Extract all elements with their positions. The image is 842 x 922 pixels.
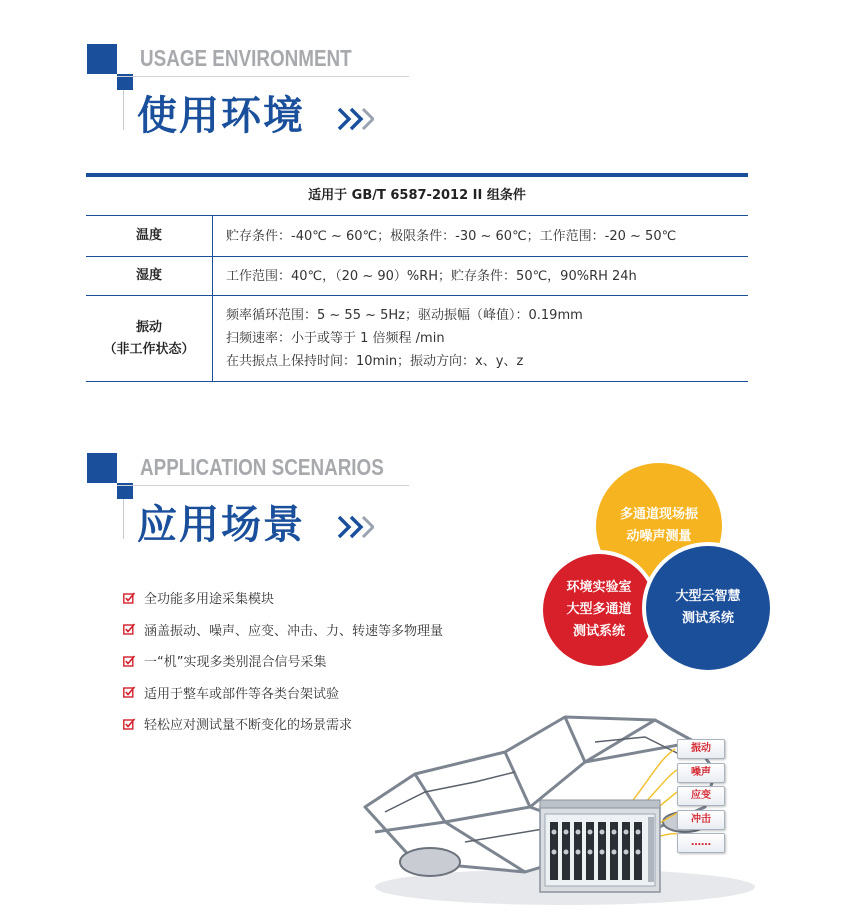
row-label-text: 湿度 <box>135 268 162 283</box>
checkbox-check-icon <box>123 686 135 698</box>
header-square-large <box>87 44 117 74</box>
list-item <box>123 582 443 614</box>
signal-tags <box>677 739 725 857</box>
row-value-line: 频率循环范围：5 ~ 55 ~ 5Hz；驱动振幅（峰值）：0.19mm <box>226 308 583 323</box>
usage-title-en: USAGE ENVIRONMENT <box>140 45 352 71</box>
list-item-text: 全功能多用途采集模块 <box>144 592 275 608</box>
checkbox-check-icon <box>123 623 135 635</box>
double-chevron-right-icon <box>336 514 374 540</box>
circle-text: 环境实验室 <box>566 580 632 595</box>
row-value <box>213 216 748 256</box>
application-title-en: APPLICATION SCENARIOS <box>140 454 384 480</box>
row-value-line: 扫频速率：小于或等于 1 倍频程 /min <box>226 331 445 346</box>
tag-impact: 冲击 <box>677 810 725 830</box>
row-label <box>86 257 213 295</box>
checkbox-check-icon <box>123 655 135 667</box>
row-label-text: 振动 <box>135 319 162 335</box>
checkbox-check-icon <box>123 592 135 604</box>
row-value <box>213 257 748 295</box>
tag-noise: 噪声 <box>677 763 725 783</box>
header-square-large <box>87 453 117 483</box>
header-rule-vertical <box>123 90 124 130</box>
row-label-subtext: （非工作状态） <box>103 341 195 357</box>
list-item <box>123 645 443 677</box>
usage-title-cn: 使用环境 <box>137 93 305 139</box>
circle-text: 动噪声测量 <box>626 529 692 544</box>
row-value-line: 贮存条件：-40℃ ~ 60℃；极限条件：-30 ~ 60℃；工作范围：-20 ~ 50℃ <box>226 228 677 244</box>
table-row-humidity <box>86 257 748 296</box>
circle-text: 测试系统 <box>681 611 734 626</box>
row-label <box>86 216 213 256</box>
scenario-circle-red <box>543 554 655 666</box>
row-label-text: 温度 <box>135 228 162 243</box>
circle-text: 测试系统 <box>572 624 625 639</box>
header-rule-vertical <box>123 499 124 539</box>
table-header: 适用于 GB/T 6587-2012 II 组条件 <box>86 177 748 216</box>
table-row-temperature <box>86 216 748 257</box>
list-item-text: 涵盖振动、噪声、应变、冲击、力、转速等多物理量 <box>144 623 444 639</box>
list-item <box>123 614 443 646</box>
usage-table <box>86 173 748 382</box>
tag-vibration: 振动 <box>677 739 725 759</box>
header-rule <box>117 76 409 77</box>
row-label <box>86 296 213 381</box>
row-value-line: 在共振点上保持时间：10min；振动方向：x、y、z <box>226 354 524 369</box>
circle-text: 大型云智慧 <box>675 589 741 604</box>
table-row-vibration <box>86 296 748 382</box>
header-rule <box>117 485 409 486</box>
row-value-line: 工作范围：40℃，（20 ~ 90）%RH；贮存条件：50℃，90%RH 24h <box>226 268 637 284</box>
row-value <box>213 296 748 381</box>
list-item <box>123 677 443 709</box>
circle-text: 多通道现场振 <box>619 507 698 522</box>
scenario-circle-blue <box>646 546 770 670</box>
tag-more: …… <box>677 833 725 853</box>
circle-text: 大型多通道 <box>566 602 632 617</box>
tag-strain: 应变 <box>677 786 725 806</box>
application-title-cn: 应用场景 <box>137 502 305 548</box>
list-item-text: 轻松应对测试量不断变化的场景需求 <box>144 718 353 734</box>
list-item-text: 适用于整车或部件等各类台架试验 <box>144 686 340 702</box>
checkbox-check-icon <box>123 718 135 730</box>
double-chevron-right-icon <box>336 106 374 132</box>
list-item-text: 一“机”实现多类别混合信号采集 <box>144 655 327 671</box>
